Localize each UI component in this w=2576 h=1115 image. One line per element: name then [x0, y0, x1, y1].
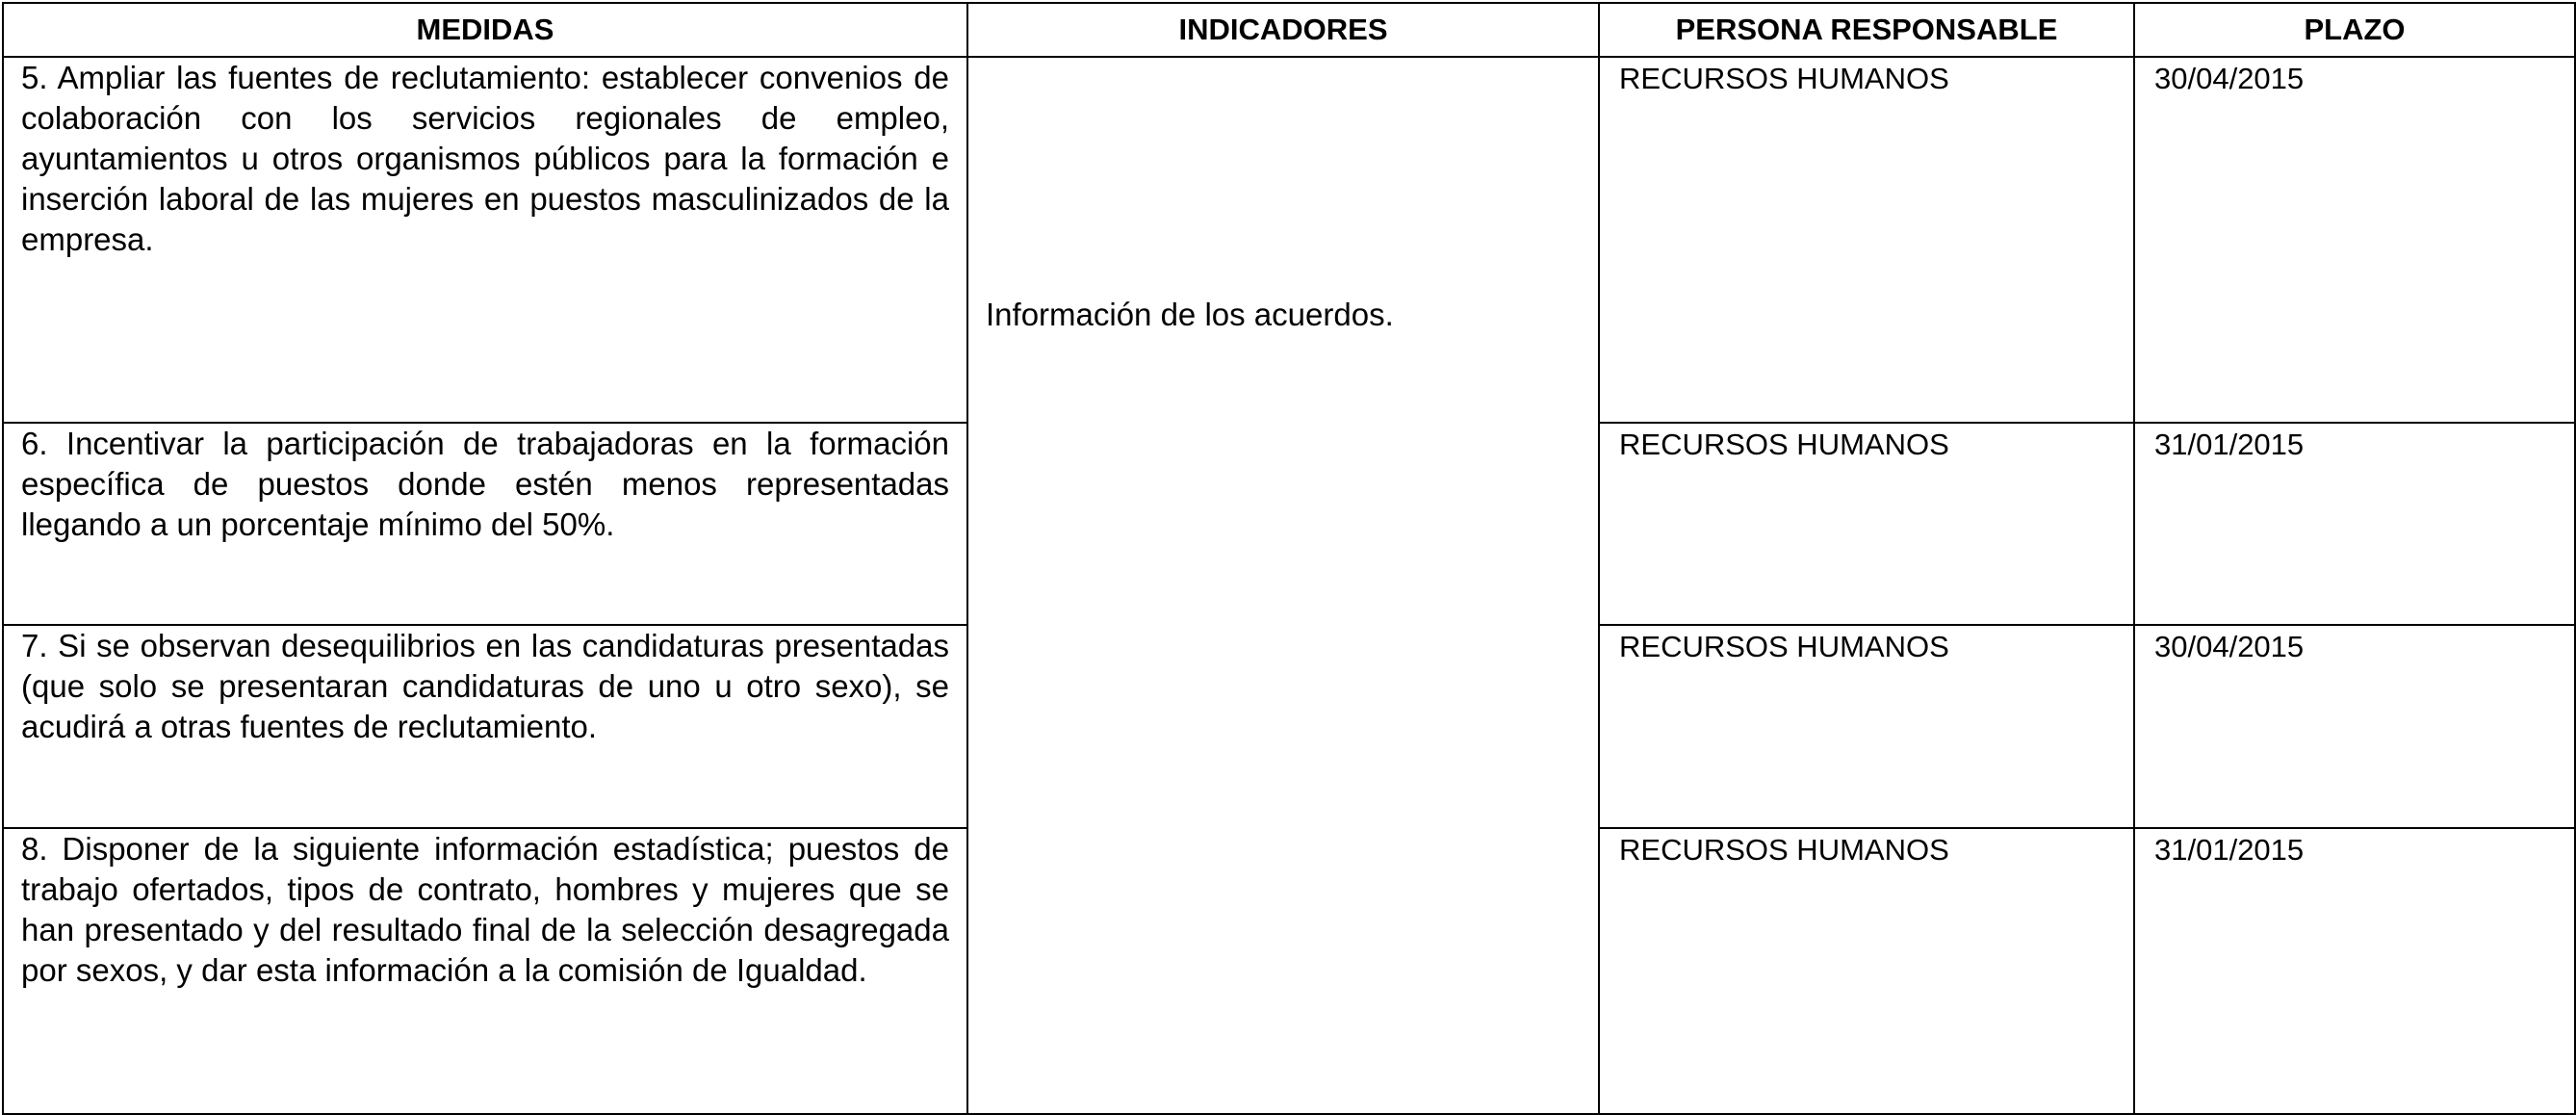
plazo-text: 31/01/2015 [2154, 428, 2305, 461]
medida-cell [3, 423, 967, 625]
responsable-text: RECURSOS HUMANOS [1619, 630, 1949, 663]
header-plazo: PLAZO [2134, 3, 2575, 57]
medida-text: 7. Si se observan desequilibrios en las candidaturas presentadas (que solo se presentaran candidaturas de uno u otro sexo), se acudirá a otras fuentes de reclutamiento. [21, 628, 949, 744]
responsable-text: RECURSOS HUMANOS [1619, 428, 1949, 461]
responsable-cell [1599, 57, 2134, 423]
table-row [3, 57, 2575, 423]
responsable-text: RECURSOS HUMANOS [1619, 62, 1949, 95]
indicador-cell [967, 57, 1599, 1114]
responsable-text: RECURSOS HUMANOS [1619, 833, 1949, 867]
table-header-row [3, 3, 2575, 57]
plazo-cell [2134, 57, 2575, 423]
responsable-cell [1599, 423, 2134, 625]
medida-text: 8. Disponer de la siguiente información estadística; puestos de trabajo ofertados, tipos de contrato, hombres y mujeres que se han presentado y del resultado final de la selección desagregada por sexos, y dar esta información a la comisión de Igualdad. [21, 831, 949, 988]
header-responsable: PERSONA RESPONSABLE [1599, 3, 2134, 57]
medida-cell [3, 828, 967, 1114]
header-medidas: MEDIDAS [3, 3, 967, 57]
measures-table [2, 2, 2576, 1115]
responsable-cell [1599, 828, 2134, 1114]
header-indicadores: INDICADORES [967, 3, 1599, 57]
plazo-cell [2134, 625, 2575, 828]
medida-cell [3, 625, 967, 828]
responsable-cell [1599, 625, 2134, 828]
plazo-text: 31/01/2015 [2154, 833, 2305, 867]
plazo-text: 30/04/2015 [2154, 62, 2305, 95]
medida-text: 6. Incentivar la participación de trabajadoras en la formación específica de puestos donde estén menos representadas llegando a un porcentaje mínimo del 50%. [21, 426, 949, 542]
plazo-text: 30/04/2015 [2154, 630, 2305, 663]
indicador-text: Información de los acuerdos. [986, 297, 1394, 332]
plazo-cell [2134, 423, 2575, 625]
medida-cell [3, 57, 967, 423]
medida-text: 5. Ampliar las fuentes de reclutamiento: establecer convenios de colaboración con los servicios regionales de empleo, ayuntamientos u otros organismos públicos para la formación e inserción laboral de las mujeres en puestos masculinizados de la empresa. [21, 60, 949, 257]
plazo-cell [2134, 828, 2575, 1114]
